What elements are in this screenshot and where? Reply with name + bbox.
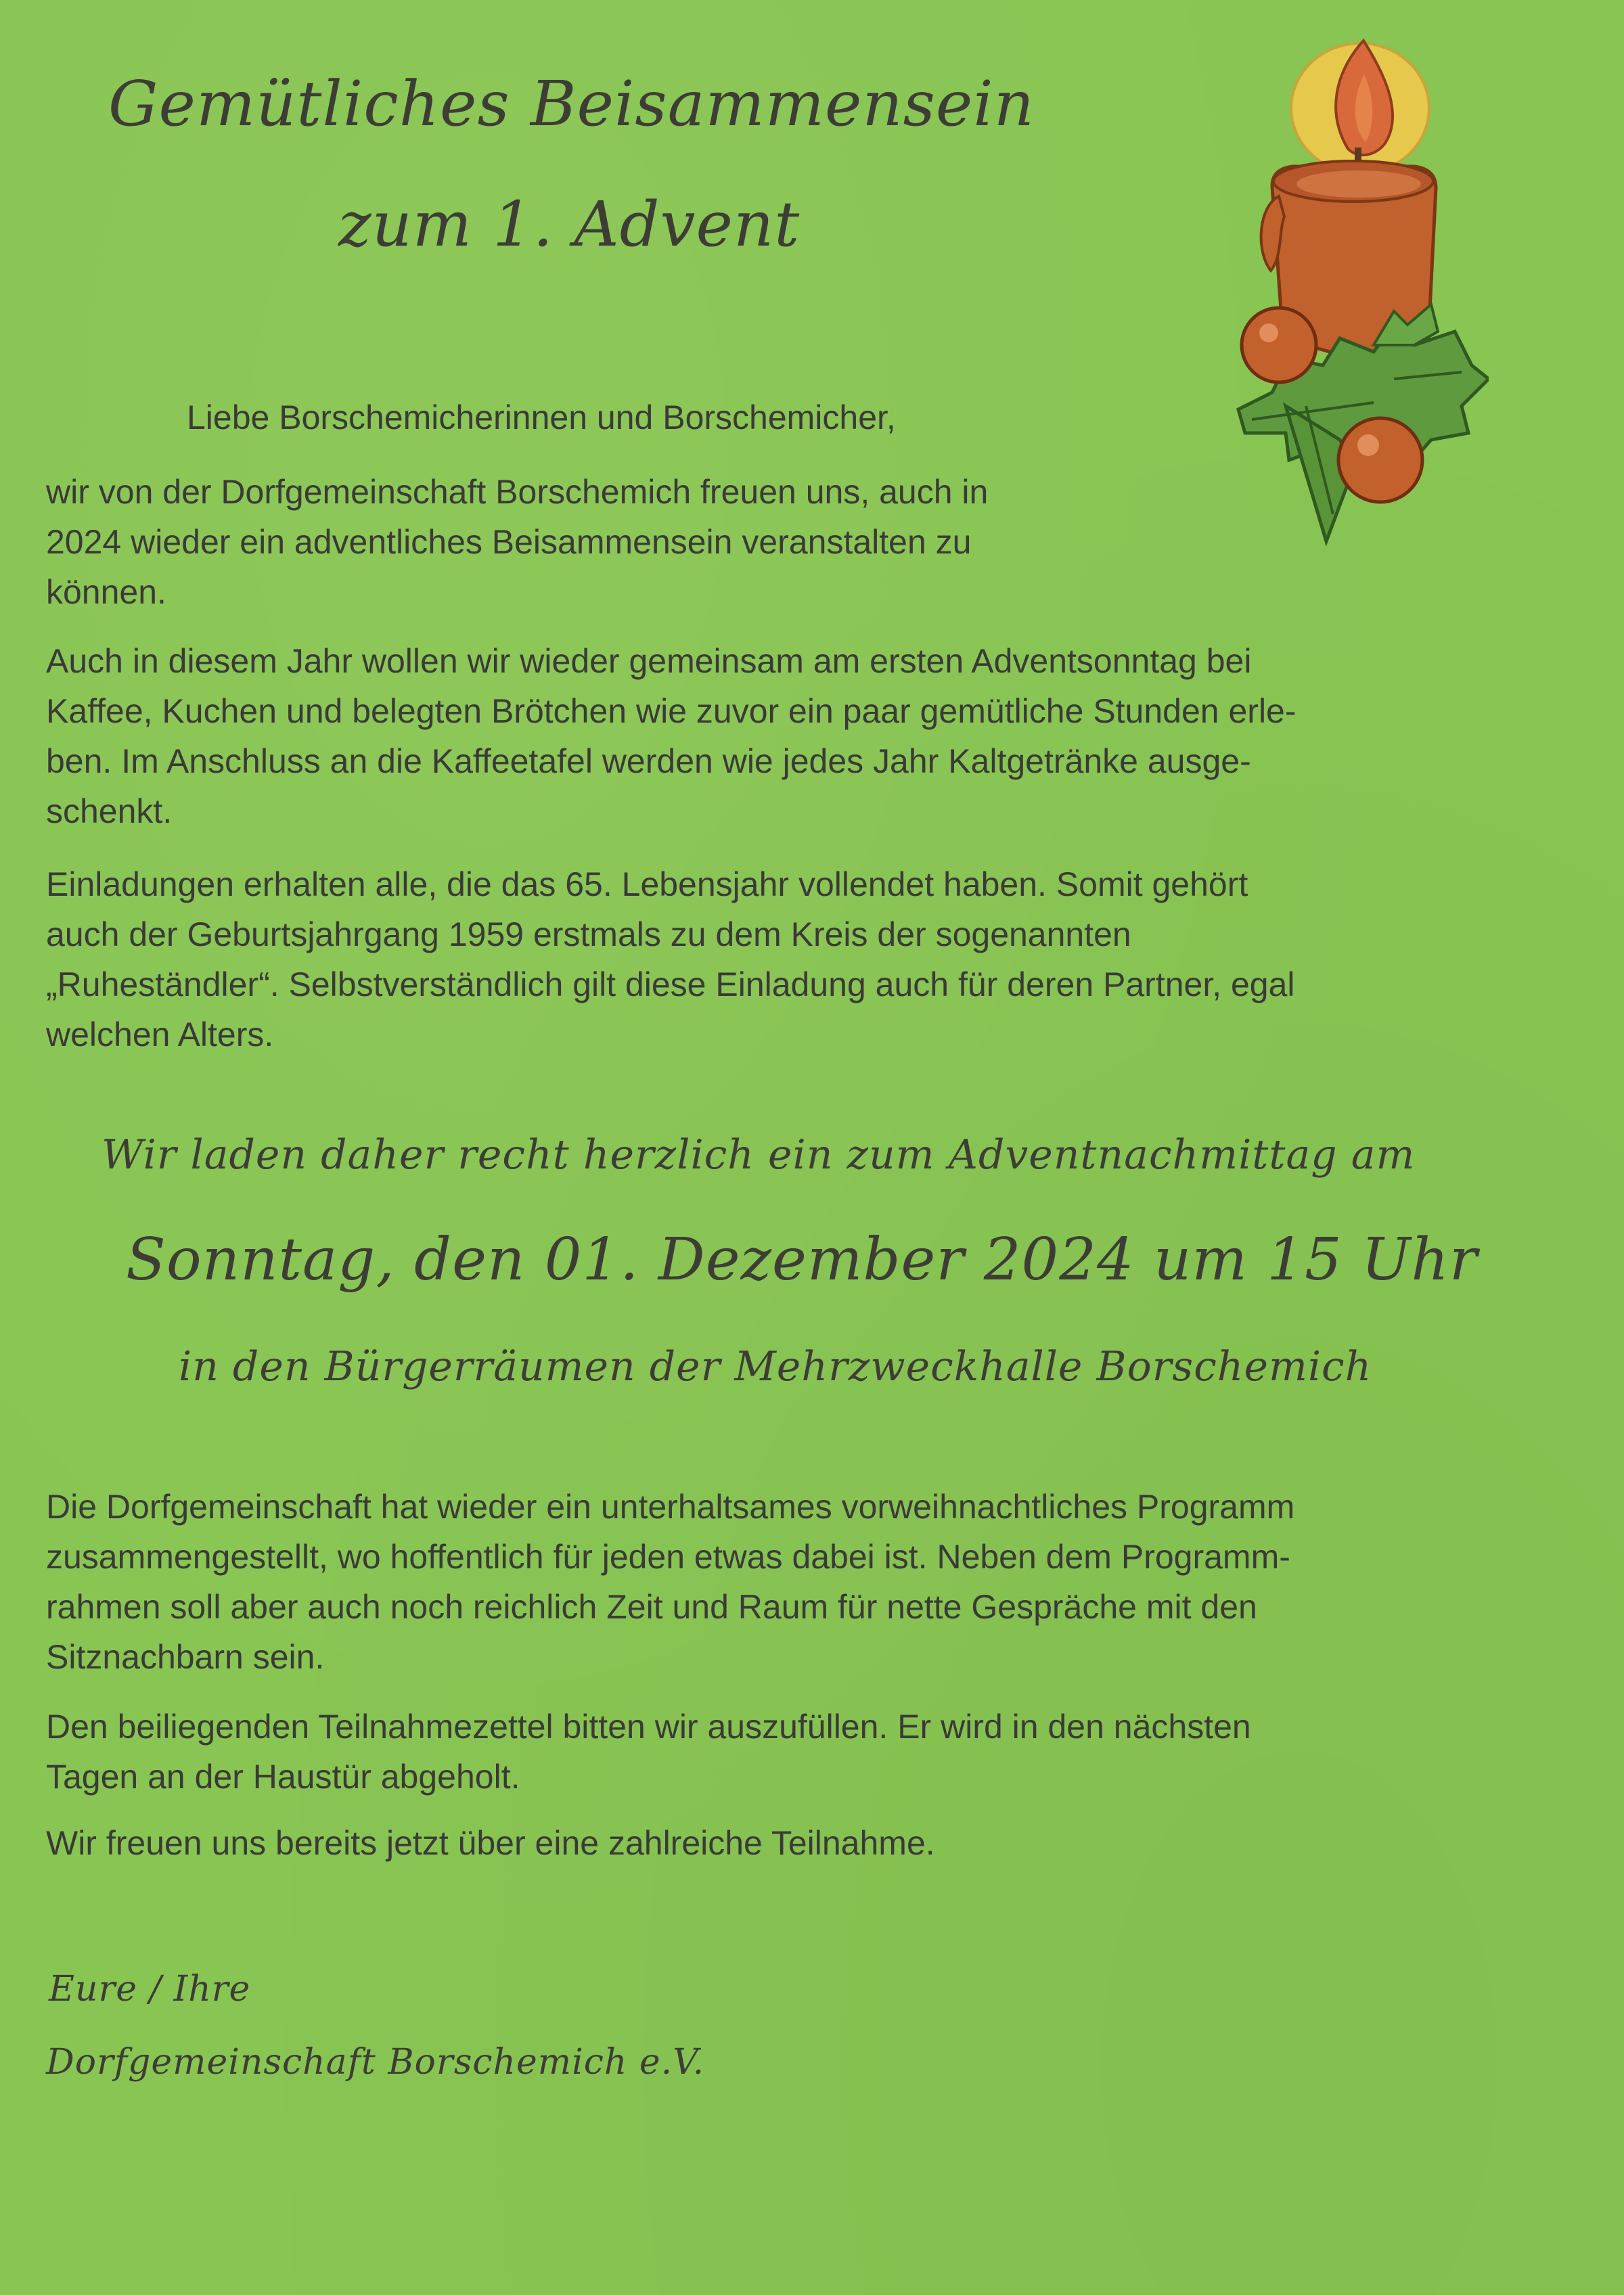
event-date: Sonntag, den 01. Dezember 2024 um 15 Uhr <box>126 1226 1479 1294</box>
text-line: Die Dorfgemeinschaft hat wieder ein unterhaltsames vorweihnachtliches Programm <box>46 1488 1295 1526</box>
text-line: Den beiliegenden Teilnahmezettel bitten wir auszufüllen. Er wird in den nächsten <box>46 1708 1251 1746</box>
text-line: „Ruheständler“. Selbstverständlich gilt diese Einladung auch für deren Partner, egal <box>46 965 1295 1003</box>
intro-paragraph-1 <box>46 467 1183 617</box>
text-line: Auch in diesem Jahr wollen wir wieder gemeinsam am ersten Adventsonntag bei <box>46 642 1252 680</box>
text-line: Wir freuen uns bereits jetzt über eine zahlreiche Teilnahme. <box>46 1824 935 1862</box>
details-paragraph-3 <box>46 1818 1528 1868</box>
advent-candle-holly-icon <box>1171 27 1489 548</box>
title-line-1: Gemütliches Beisammensein <box>108 68 1035 140</box>
text-line: zusammengestellt, wo hoffentlich für jeden etwas dabei ist. Neben dem Programm- <box>46 1538 1290 1576</box>
closing-signature: Dorfgemeinschaft Borschemich e.V. <box>46 2042 705 2083</box>
intro-paragraph-2 <box>46 636 1528 836</box>
text-line: welchen Alters. <box>46 1016 274 1053</box>
invitation-line: Wir laden daher recht herzlich ein zum Adventnachmittag am <box>102 1131 1416 1179</box>
greeting: Liebe Borschemicherinnen und Borschemicher, <box>187 399 896 436</box>
text-line: schenkt. <box>46 792 173 830</box>
text-line: können. <box>46 573 166 611</box>
text-line: Einladungen erhalten alle, die das 65. Lebensjahr vollendet haben. Somit gehört <box>46 865 1248 903</box>
text-line: auch der Geburtsjahrgang 1959 erstmals zu dem Kreis der sogenannten <box>46 915 1131 953</box>
text-line: Tagen an der Haustür abgeholt. <box>46 1758 520 1796</box>
event-venue: in den Bürgerräumen der Mehrzweckhalle Borschemich <box>179 1343 1372 1390</box>
text-line: 2024 wieder ein adventliches Beisammensein veranstalten zu <box>46 523 972 561</box>
text-line: wir von der Dorfgemeinschaft Borschemich freuen uns, auch in <box>46 473 989 511</box>
title-line-2: zum 1. Advent <box>338 188 800 260</box>
closing-salutation: Eure / Ihre <box>49 1969 251 2009</box>
details-paragraph-2 <box>46 1702 1528 1802</box>
text-line: rahmen soll aber auch noch reichlich Zeit und Raum für nette Gespräche mit den <box>46 1588 1257 1626</box>
text-line: Kaffee, Kuchen und belegten Brötchen wie zuvor ein paar gemütliche Stunden erle- <box>46 692 1296 730</box>
text-line: ben. Im Anschluss an die Kaffeetafel werden wie jedes Jahr Kaltgetränke ausge- <box>46 742 1251 780</box>
intro-paragraph-3 <box>46 859 1528 1060</box>
details-paragraph-1 <box>46 1482 1528 1682</box>
text-line: Sitznachbarn sein. <box>46 1638 325 1676</box>
